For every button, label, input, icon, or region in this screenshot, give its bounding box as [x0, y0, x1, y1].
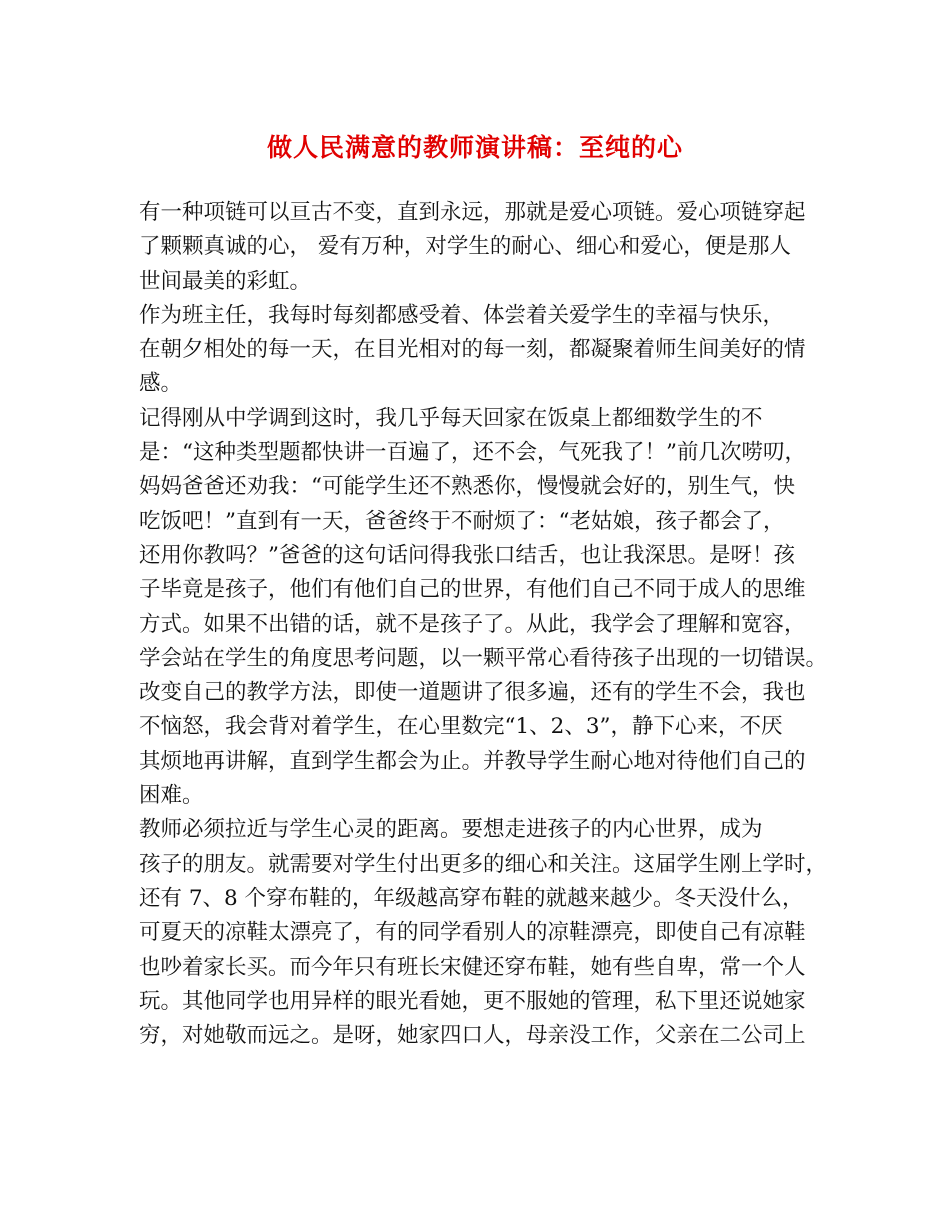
text-line: 是：“这种类型题都快讲一百遍了，还不会，气死我了！”前几次唠叨， — [139, 440, 806, 466]
paragraph — [139, 813, 828, 1053]
text-line: 世间最美的彩虹。 — [139, 268, 312, 294]
document-title: 做人民满意的教师演讲稿：至纯的心 — [266, 133, 683, 162]
text-line: 子毕竟是孩子，他们有他们自己的世界，有他们自己不同于成人的思维 — [139, 577, 806, 603]
text-line: 也吵着家长买。而今年只有班长宋健还穿布鞋，她有些自卑，常一个人 — [139, 954, 806, 980]
text-line: 教师必须拉近与学生心灵的距离。要想走进孩子的内心世界，成为 — [139, 817, 763, 843]
text-line: 妈妈爸爸还劝我：“可能学生还不熟悉你，慢慢就会好的，别生气，快 — [139, 474, 795, 500]
text-line: 孩子的朋友。就需要对学生付出更多的细心和关注。这届学生刚上学时， — [139, 851, 828, 877]
text-line: 吃饭吧！”直到有一天，爸爸终于不耐烦了：“老姑娘，孩子都会了， — [139, 508, 785, 534]
text-line: 其烦地再讲解，直到学生都会为止。并教导学生耐心地对待他们自己的 — [139, 748, 806, 774]
text-line: 还用你教吗？”爸爸的这句话问得我张口结舌，也让我深思。是呀！孩 — [139, 542, 795, 568]
paragraph — [139, 299, 819, 402]
text-line: 困难。 — [139, 783, 204, 809]
text-line: 作为班主任，我每时每刻都感受着、体尝着关爱学生的幸福与快乐， — [139, 302, 785, 328]
text-line: 方式。如果不出错的话，就不是孩子了。从此，我学会了理解和宽容， — [139, 611, 806, 637]
text-line: 感。 — [139, 371, 183, 397]
text-line: 了颗颗真诚的心， 爱有万种，对学生的耐心、细心和爱心，便是那人 — [139, 234, 791, 260]
text-line: 在朝夕相处的每一天，在目光相对的每一刻，都凝聚着师生间美好的情 — [139, 337, 806, 363]
text-line: 不恼怒，我会背对着学生，在心里数完“1、2、3”，静下心来，不厌 — [139, 714, 783, 740]
text-line: 可夏天的凉鞋太漂亮了，有的同学看别人的凉鞋漂亮，即使自己有凉鞋 — [139, 920, 806, 946]
text-line: 玩。其他同学也用异样的眼光看她，更不服她的管理，私下里还说她家 — [139, 988, 806, 1014]
document-body — [139, 196, 828, 1053]
paragraph — [139, 196, 819, 299]
text-line: 穷，对她敬而远之。是呀，她家四口人，母亲没工作，父亲在二公司上 — [139, 1023, 806, 1049]
text-line: 改变自己的教学方法，即使一道题讲了很多遍，还有的学生不会，我也 — [139, 680, 806, 706]
paragraph — [139, 402, 828, 814]
text-line: 记得刚从中学调到这时，我几乎每天回家在饭桌上都细数学生的不 — [139, 405, 763, 431]
text-line: 学会站在学生的角度思考问题，以一颗平常心看待孩子出现的一切错误。 — [139, 645, 828, 671]
text-line: 还有 7、8 个穿布鞋的，年级越高穿布鞋的就越来越少。冬天没什么， — [139, 885, 804, 911]
text-line: 有一种项链可以亘古不变，直到永远，那就是爱心项链。爱心项链穿起 — [139, 200, 806, 225]
